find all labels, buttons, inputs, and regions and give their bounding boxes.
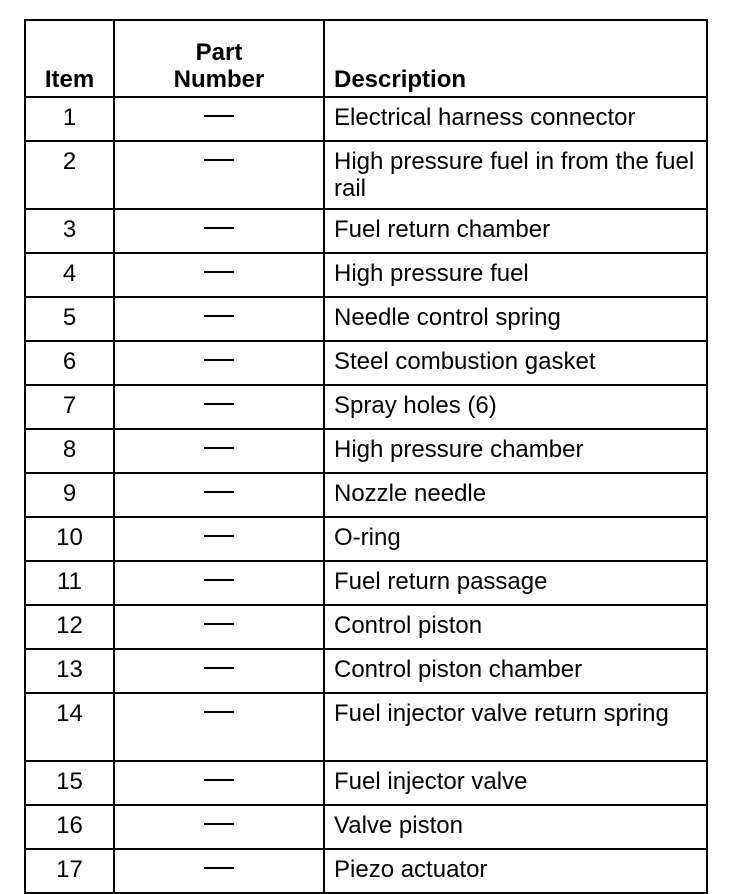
table-row bbox=[25, 209, 707, 253]
part-number-dash bbox=[204, 271, 234, 273]
part-number-cell bbox=[114, 849, 324, 893]
table-row bbox=[25, 141, 707, 209]
item-cell: 9 bbox=[25, 473, 114, 517]
part-number-dash bbox=[204, 823, 234, 825]
part-number-cell bbox=[114, 341, 324, 385]
description-cell: Control piston chamber bbox=[324, 649, 707, 693]
table-row bbox=[25, 253, 707, 297]
table-row bbox=[25, 805, 707, 849]
description-header-label: Description bbox=[334, 66, 467, 93]
part-number-dash bbox=[204, 159, 234, 161]
description-cell: Spray holes (6) bbox=[324, 385, 707, 429]
item-cell: 1 bbox=[25, 97, 114, 141]
part-number-cell bbox=[114, 209, 324, 253]
table-row bbox=[25, 561, 707, 605]
part-number-dash bbox=[204, 315, 234, 317]
table-row bbox=[25, 849, 707, 893]
part-number-cell bbox=[114, 141, 324, 209]
item-cell: 8 bbox=[25, 429, 114, 473]
description-cell: High pressure fuel in from the fuel rail bbox=[324, 141, 707, 209]
item-cell: 10 bbox=[25, 517, 114, 561]
item-cell: 12 bbox=[25, 605, 114, 649]
description-cell: O-ring bbox=[324, 517, 707, 561]
part-number-cell bbox=[114, 473, 324, 517]
item-cell: 17 bbox=[25, 849, 114, 893]
part-number-dash bbox=[204, 403, 234, 405]
item-cell: 14 bbox=[25, 693, 114, 761]
part-number-cell bbox=[114, 253, 324, 297]
description-cell: Electrical harness connector bbox=[324, 97, 707, 141]
table-row bbox=[25, 385, 707, 429]
item-cell: 4 bbox=[25, 253, 114, 297]
description-cell: Valve piston bbox=[324, 805, 707, 849]
description-cell: Fuel return chamber bbox=[324, 209, 707, 253]
description-cell: High pressure fuel bbox=[324, 253, 707, 297]
part-number-cell bbox=[114, 761, 324, 805]
table-body bbox=[25, 97, 707, 893]
part-number-cell bbox=[114, 561, 324, 605]
part-number-dash bbox=[204, 359, 234, 361]
part-number-cell bbox=[114, 693, 324, 761]
part-header-line2: Number bbox=[173, 66, 265, 93]
part-number-cell bbox=[114, 805, 324, 849]
part-number-cell bbox=[114, 297, 324, 341]
item-cell: 15 bbox=[25, 761, 114, 805]
part-number-cell bbox=[114, 385, 324, 429]
item-column-header bbox=[25, 20, 114, 97]
item-cell: 5 bbox=[25, 297, 114, 341]
table-row bbox=[25, 761, 707, 805]
item-cell: 11 bbox=[25, 561, 114, 605]
item-cell: 2 bbox=[25, 141, 114, 209]
item-cell: 3 bbox=[25, 209, 114, 253]
part-header-line1: Part bbox=[195, 39, 243, 66]
description-cell: Piezo actuator bbox=[324, 849, 707, 893]
part-number-dash bbox=[204, 779, 234, 781]
part-number-dash bbox=[204, 623, 234, 625]
table-header-row bbox=[25, 20, 707, 97]
part-number-dash bbox=[204, 447, 234, 449]
part-number-dash bbox=[204, 491, 234, 493]
part-number-dash bbox=[204, 115, 234, 117]
description-cell: Fuel injector valve bbox=[324, 761, 707, 805]
table-row bbox=[25, 473, 707, 517]
table-row bbox=[25, 97, 707, 141]
parts-table bbox=[24, 19, 708, 894]
part-number-cell bbox=[114, 517, 324, 561]
part-number-cell bbox=[114, 97, 324, 141]
part-number-dash bbox=[204, 867, 234, 869]
item-cell: 7 bbox=[25, 385, 114, 429]
part-number-dash bbox=[204, 667, 234, 669]
table-row bbox=[25, 605, 707, 649]
table-row bbox=[25, 649, 707, 693]
table-row bbox=[25, 517, 707, 561]
description-cell: High pressure chamber bbox=[324, 429, 707, 473]
description-column-header bbox=[324, 20, 707, 97]
part-number-dash bbox=[204, 579, 234, 581]
description-cell: Needle control spring bbox=[324, 297, 707, 341]
description-cell: Fuel injector valve return spring bbox=[324, 693, 707, 761]
part-number-column-header bbox=[114, 20, 324, 97]
parts-table-container bbox=[24, 19, 706, 894]
item-header-label: Item bbox=[44, 66, 95, 93]
part-number-cell bbox=[114, 649, 324, 693]
item-cell: 6 bbox=[25, 341, 114, 385]
description-cell: Steel combustion gasket bbox=[324, 341, 707, 385]
part-number-dash bbox=[204, 227, 234, 229]
description-cell: Control piston bbox=[324, 605, 707, 649]
part-number-cell bbox=[114, 605, 324, 649]
table-row bbox=[25, 297, 707, 341]
item-cell: 13 bbox=[25, 649, 114, 693]
part-number-dash bbox=[204, 535, 234, 537]
table-row bbox=[25, 429, 707, 473]
part-number-dash bbox=[204, 711, 234, 713]
description-cell: Nozzle needle bbox=[324, 473, 707, 517]
part-number-cell bbox=[114, 429, 324, 473]
description-cell: Fuel return passage bbox=[324, 561, 707, 605]
item-cell: 16 bbox=[25, 805, 114, 849]
table-row bbox=[25, 341, 707, 385]
table-row bbox=[25, 693, 707, 761]
